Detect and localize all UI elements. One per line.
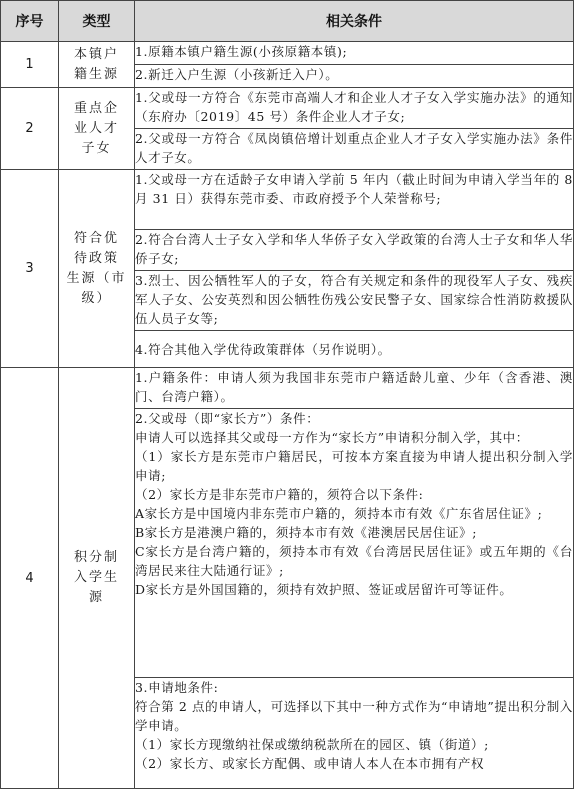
condition-cell: 4.符合其他入学优待政策群体（另作说明）。 [135,331,574,368]
table-row [1,88,574,129]
condition-cell: 3.烈士、因公牺牲军人的子女，符合有关规定和条件的现役军人子女、残疾军人子女、公安英烈和因公牺牲伤残公安民警子女、国家综合性消防救援队伍人员子女等; [135,271,574,331]
table-row [1,170,574,230]
table-header-row [1,1,574,42]
row-number: 3 [1,170,59,368]
condition-cell: 2.父或母（即“家长方”）条件： 申请人可以选择其父或母一方作为“家长方”申请积分制入学，其中： （1）家长方是东莞市户籍居民，可按本方案直接为申请人提出积分制入学申请; （2）家长方是非东莞市户籍的，须符合以下条件: A家长方是中国境内非东莞市户籍的，须持本市有效《广东省居住证》; B家长方是港澳户籍的，须持本市有效《港澳居民居住证》; C家长方是台湾户籍的，须持本市有效《台湾居民居住证》或五年期的《台湾居民来往大陆通行证》; D家长方是外国国籍的，须持有效护照、签证或居留许可等证件。 [135,409,574,678]
condition-cell: 2.新迁入户生源（小孩新迁入户）。 [135,65,574,88]
header-number: 序号 [1,1,59,42]
condition-cell: 2.符合台湾人士子女入学和华人华侨子女入学政策的台湾人士子女和华人华侨子女; [135,230,574,271]
table-row [1,368,574,409]
header-type: 类型 [59,1,135,42]
condition-cell: 1.父或母一方符合《东莞市高端人才和企业人才子女入学实施办法》的通知（东府办〔2019〕45 号）条件企业人才子女; [135,88,574,129]
row-type: 积分制 入学生 源 [59,368,135,789]
row-type: 符合优 待政策 生源（市 级） [59,170,135,368]
condition-cell: 1.户籍条件：申请人须为我国非东莞市户籍适龄儿童、少年（含香港、澳门、台湾户籍）。 [135,368,574,409]
table-row [1,42,574,65]
row-type: 本镇户 籍生源 [59,42,135,88]
condition-cell: 3.申请地条件: 符合第 2 点的申请人，可选择以下其中一种方式作为“申请地”提出积分制入学申请。 （1）家长方现缴纳社保或缴纳税款所在的园区、镇（街道）; （2）家长方、或家长方配偶、或申请人本人在本市拥有产权 [135,678,574,789]
condition-cell: 1.父或母一方在适龄子女申请入学前 5 年内（截止时间为申请入学当年的 8 月 31 日）获得东莞市委、市政府授予个人荣誉称号; [135,170,574,230]
condition-cell: 1.原籍本镇户籍生源(小孩原籍本镇); [135,42,574,65]
row-number: 1 [1,42,59,88]
row-number: 2 [1,88,59,170]
row-type: 重点企 业人才 子女 [59,88,135,170]
row-number: 4 [1,368,59,789]
header-conditions: 相关条件 [135,1,574,42]
condition-cell: 2.父或母一方符合《凤岗镇倍增计划重点企业人才子女入学实施办法》条件人才子女。 [135,129,574,170]
